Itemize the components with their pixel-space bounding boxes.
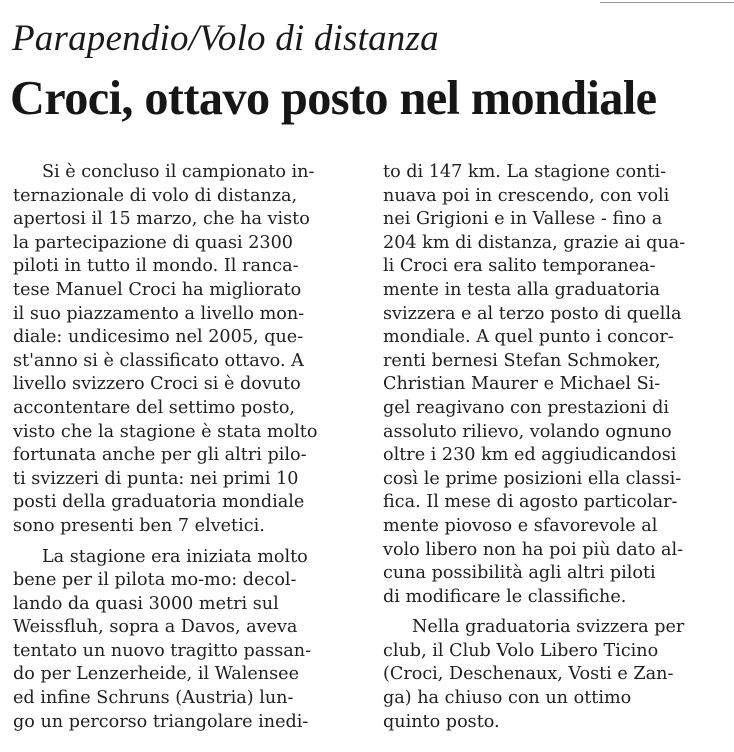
text-line: li Croci era salito temporanea- xyxy=(383,256,656,277)
text-line: nei Grigioni e in Vallese - fino a xyxy=(383,209,663,230)
text-line: mente piovoso e sfavorevole al xyxy=(383,515,658,536)
top-rule xyxy=(600,2,734,3)
text-line: (Croci, Deschenaux, Vosti e Zan- xyxy=(383,664,674,685)
headline: Croci, ottavo posto nel mondiale xyxy=(10,70,657,125)
text-line: ti svizzeri di punta: nei primi 10 xyxy=(13,468,299,489)
text-line: Si è concluso il campionato in- xyxy=(42,162,315,182)
text-line: cuna possibilità agli altri piloti xyxy=(383,563,656,584)
right-column xyxy=(383,161,725,734)
text-line: diale: undicesimo nel 2005, que- xyxy=(13,327,304,348)
text-line: go un percorso triangolare inedi- xyxy=(13,711,309,732)
kicker: Parapendio/Volo di distanza xyxy=(12,18,439,59)
text-line: mondiale. A quel punto i concor- xyxy=(383,327,674,348)
text-line: bene per il pilota mo-mo: decol- xyxy=(13,570,297,591)
text-line: club, il Club Volo Libero Ticino xyxy=(383,640,659,661)
text-line: così le prime posizioni ella classi- xyxy=(383,468,682,489)
text-line: ternazionale di volo di distanza, xyxy=(13,185,298,206)
text-line: fortunata anche per gli altri pilo- xyxy=(13,445,307,466)
text-line: tese Manuel Croci ha migliorato xyxy=(13,279,302,300)
text-line: tentato un nuovo tragitto passan- xyxy=(13,640,312,661)
text-line: posti della graduatoria mondiale xyxy=(13,492,305,513)
text-line: gel reagivano con prestazioni di xyxy=(383,397,670,418)
text-line: di modificare le classifiche. xyxy=(383,586,627,607)
text-line: sono presenti ben 7 elvetici. xyxy=(13,515,265,536)
paragraph xyxy=(13,161,355,539)
text-line: oltre i 230 km ed aggiudicandosi xyxy=(383,445,677,466)
text-line: renti bernesi Stefan Schmoker, xyxy=(383,350,661,371)
text-line: il suo piazzamento a livello mon- xyxy=(13,303,305,324)
text-line: livello svizzero Croci si è dovuto xyxy=(13,374,301,395)
text-line: Nella graduatoria svizzera per xyxy=(412,617,685,638)
text-line: to di 147 km. La stagione conti- xyxy=(383,162,667,182)
text-line: 204 km di distanza, grazie ai qua- xyxy=(383,232,686,253)
text-line: st'anno si è classificato ottavo. A xyxy=(13,350,304,371)
text-line: visto che la stagione è stata molto xyxy=(13,421,318,442)
text-line: piloti in tutto il mondo. Il ranca- xyxy=(13,256,299,277)
text-line: svizzera e al terzo posto di quella xyxy=(383,303,682,324)
text-line: ed infine Schruns (Austria) lun- xyxy=(13,688,294,709)
left-column xyxy=(13,161,355,734)
paragraph xyxy=(13,546,355,735)
text-line: apertosi il 15 marzo, che ha visto xyxy=(13,209,310,230)
text-line: La stagione era iniziata molto xyxy=(42,546,308,567)
text-line: quinto posto. xyxy=(383,711,500,732)
text-line: do per Lenzerheide, il Walensee xyxy=(13,664,299,685)
text-line: accontentare del settimo posto, xyxy=(13,397,296,418)
text-line: assoluto rilievo, volando ognuno xyxy=(383,421,672,442)
text-line: la partecipazione di quasi 2300 xyxy=(13,232,293,253)
text-line: Weissfluh, sopra a Davos, aveva xyxy=(13,617,298,638)
text-line: ga) ha chiuso con un ottimo xyxy=(383,688,632,709)
paragraph xyxy=(383,616,725,734)
paragraph xyxy=(383,161,725,609)
text-line: mente in testa alla graduatoria xyxy=(383,279,660,300)
text-line: fica. Il mese di agosto particolar- xyxy=(383,492,678,513)
text-line: nuava poi in crescendo, con voli xyxy=(383,185,670,206)
text-line: lando da quasi 3000 metri sul xyxy=(13,593,279,614)
text-line: Christian Maurer e Michael Si- xyxy=(383,374,661,395)
text-line: volo libero non ha poi più dato al- xyxy=(383,539,684,560)
